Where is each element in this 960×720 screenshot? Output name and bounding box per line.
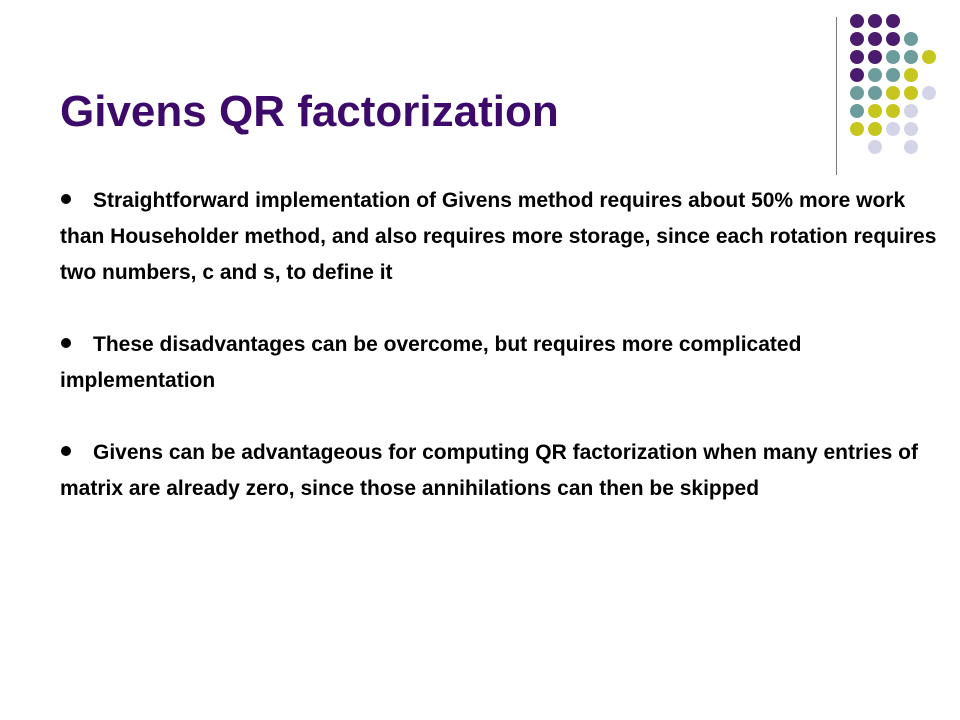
decorative-dot-teal bbox=[904, 50, 918, 64]
decorative-dot-purple bbox=[886, 32, 900, 46]
decorative-dot-purple bbox=[850, 14, 864, 28]
decorative-dot-lavender bbox=[922, 86, 936, 100]
decorative-dot-teal bbox=[850, 104, 864, 118]
decorative-dot-lime bbox=[904, 86, 918, 100]
slide-title: Givens QR factorization bbox=[60, 87, 559, 136]
bullet-item bbox=[60, 183, 940, 291]
decorative-dot-purple bbox=[886, 14, 900, 28]
slide-body bbox=[60, 183, 940, 507]
decorative-dot-lavender bbox=[904, 140, 918, 154]
decorative-dot-grid bbox=[850, 14, 950, 154]
bullet-dot-icon bbox=[61, 338, 71, 348]
decorative-dot-purple bbox=[868, 32, 882, 46]
decorative-dot-purple bbox=[850, 50, 864, 64]
decorative-dot-teal bbox=[886, 50, 900, 64]
decorative-dot-lime bbox=[850, 122, 864, 136]
decorative-dot-lime bbox=[868, 122, 882, 136]
decorative-dot-purple bbox=[850, 68, 864, 82]
decorative-dot-teal bbox=[868, 86, 882, 100]
decorative-dot-teal bbox=[850, 86, 864, 100]
decorative-dot-teal bbox=[886, 68, 900, 82]
decorative-dot-lime bbox=[886, 104, 900, 118]
decorative-dot-purple bbox=[868, 14, 882, 28]
bullet-dot-icon bbox=[61, 194, 71, 204]
decorative-dot-lavender bbox=[868, 140, 882, 154]
decorative-dot-teal bbox=[868, 68, 882, 82]
decorative-dot-purple bbox=[868, 50, 882, 64]
decorative-dot-purple bbox=[850, 32, 864, 46]
bullet-text: These disadvantages can be overcome, but requires more complicated implementation bbox=[60, 333, 802, 392]
decorative-dot-lavender bbox=[886, 122, 900, 136]
bullet-item bbox=[60, 327, 940, 399]
title-divider-line bbox=[836, 17, 837, 175]
decorative-dot-lavender bbox=[904, 104, 918, 118]
decorative-dot-lime bbox=[868, 104, 882, 118]
bullet-dot-icon bbox=[61, 446, 71, 456]
decorative-dot-lavender bbox=[904, 122, 918, 136]
decorative-dot-lime bbox=[922, 50, 936, 64]
bullet-text: Straightforward implementation of Givens method requires about 50% more work than Householder method, and also requires more storage, since each rotation requires two numbers, c and s, to define it bbox=[60, 189, 937, 284]
decorative-dot-teal bbox=[904, 32, 918, 46]
bullet-item bbox=[60, 435, 940, 507]
decorative-dot-lime bbox=[904, 68, 918, 82]
bullet-text: Givens can be advantageous for computing QR factorization when many entries of matrix are already zero, since those annihilations can then be skipped bbox=[60, 441, 918, 500]
decorative-dot-lime bbox=[886, 86, 900, 100]
